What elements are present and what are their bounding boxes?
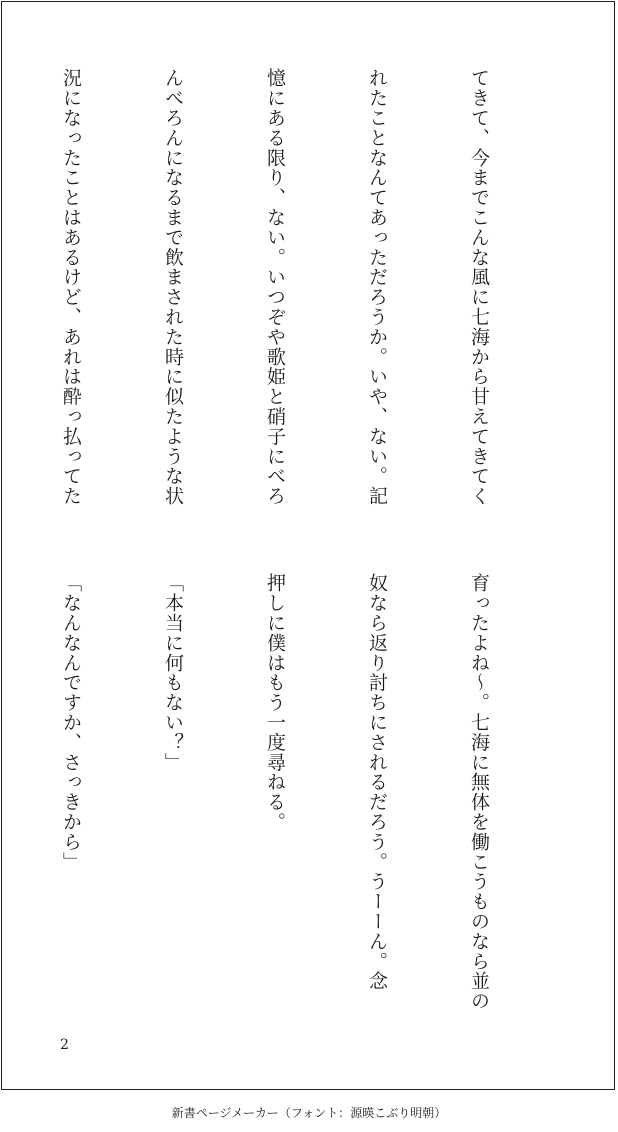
page-number: 2	[60, 1037, 69, 1053]
text-column: 憶にある限り、ない。いつぞや歌姫と硝子にべろ	[264, 68, 286, 506]
page-frame	[1, 1, 615, 1090]
footer-credit: 新書ページメーカー（フォント：源暎こぶり明朝）	[171, 1106, 447, 1120]
text-block-top	[0, 68, 564, 538]
text-block-bottom	[0, 573, 564, 1043]
text-column: れたことなんてあっただろうか。いや、ない。記	[366, 68, 388, 506]
text-column: 「本当に何もない？」	[162, 573, 184, 772]
text-column: 育ったよね～。七海に無体を働こうものなら並の	[468, 573, 490, 1011]
text-column: 押しに僕はもう一度尋ねる。	[264, 573, 286, 832]
text-column: 況になったことはあるけど、あれは酔っ払ってた	[60, 68, 82, 506]
text-column: んべろんになるまで飲まされた時に似たような状	[162, 68, 184, 506]
text-column: てきて、今までこんな風に七海から甘えてきてく	[468, 68, 490, 506]
text-column: 奴なら返り討ちにされるだろう。うーーん。念	[366, 573, 388, 991]
text-column: 「なんなんですか、さっきから」	[60, 573, 82, 872]
